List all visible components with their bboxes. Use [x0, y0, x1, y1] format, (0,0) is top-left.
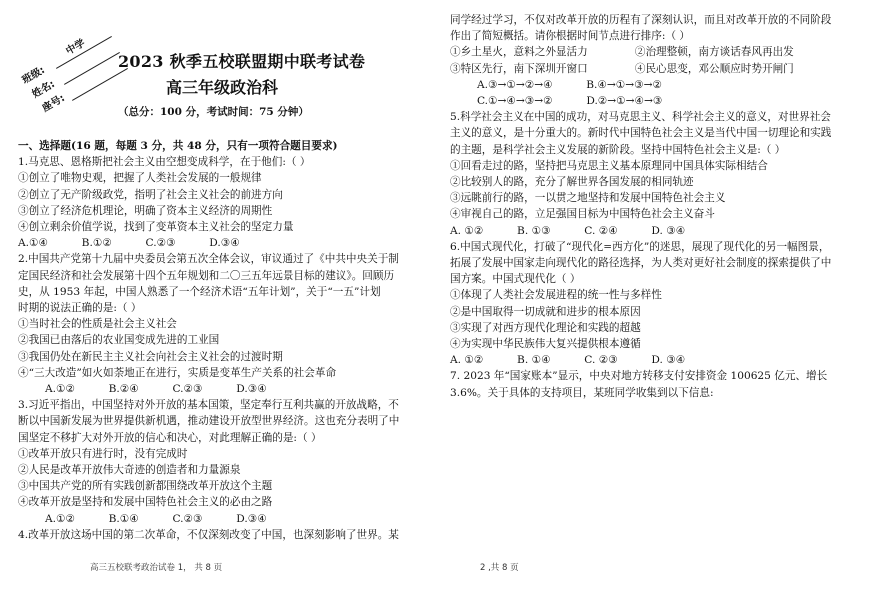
text-line: 7. 2023 年“国家账本”显示，中央对地方转移支付安排资金 100625 亿元、增长 — [450, 370, 828, 383]
exam-header — [18, 0, 418, 148]
text-line: 2.中国共产党第十九届中央委员会第五次全体会议，审议通过了《中共中央关于制 — [18, 253, 399, 266]
text-line: 国方案。中国式现代化（ ） — [450, 273, 581, 286]
text-line: 6.中国式现代化，打破了“现代化=西方化”的迷思，展现了现代化的另一幅图景， — [450, 240, 830, 253]
text-line: ①创立了唯物史观，把握了人类社会发展的一般规律 — [18, 172, 262, 185]
text-line: 主义的意义，是十分重大的。新时代中国特色社会主义是当代中国一切理论和实践 — [450, 127, 832, 140]
text-line: 3.6%。关于具体的支持项目，某班同学收集到以下信息: — [450, 386, 714, 399]
text-line: ①体现了人类社会发展进程的统一性与多样性 — [450, 289, 662, 302]
school-label: 中学 — [64, 37, 88, 58]
text-line: ②是中国取得一切成就和进步的根本原因 — [450, 305, 641, 318]
text-line: ③远眺前行的路，一以贯之地坚持和发展中国特色社会主义 — [450, 192, 726, 205]
answer-options: C.①→④→③→② D.②→①→④→③ — [450, 95, 663, 108]
text-line: 同学经过学习，不仅对改革开放的历程有了深刻认识，而且对改革开放的不同阶段 — [450, 14, 832, 26]
name-label: 姓名: — [30, 78, 57, 101]
footer-right: 2 ,共 8 页 — [480, 563, 519, 573]
text-line: ③特区先行，南下深圳开窗口 ④民心思变，邓公顺应时势开闸门 — [450, 62, 794, 75]
text-line: 3.习近平指出，中国坚持对外开放的基本国策，坚定奉行互利共赢的开放战略，不 — [18, 399, 399, 412]
text-line: ③我国仍处在新民主主义社会向社会主义社会的过渡时期 — [18, 350, 283, 363]
class-label: 班级: — [20, 64, 47, 87]
text-line: 5.科学社会主义在中国的成功，对马克思主义、科学社会主义的意义，对世界社会 — [450, 111, 831, 124]
text-line: ④为实现中华民族伟大复兴提供根本遵循 — [450, 338, 641, 351]
text-line: ②比较别人的路，充分了解世界各国发展的相同轨迹 — [450, 176, 694, 189]
text-line: ①回看走过的路，坚持把马克思主义基本原理同中国具体实际相结合 — [450, 159, 768, 172]
answer-options: A. ①② B. ①④ C. ②③ D. ③④ — [450, 354, 686, 367]
seat-label: 座号: — [40, 92, 67, 115]
text-line: ③实现了对西方现代化理论和实践的超越 — [450, 321, 641, 334]
section-heading: 一、选择题(16 题，每题 3 分，共 48 分，只有一项符合题目要求) — [18, 140, 338, 152]
text-line: ④创立剩余价值学说，找到了变革资本主义社会的坚定力量 — [18, 221, 294, 234]
text-line: 断以中国新发展为世界提供新机遇，推动建设开放型世界经济。这也充分表明了中 — [18, 415, 400, 428]
text-line: 的主题，是科学社会主义发展的新阶段。坚持中国特色社会主义是:（ ） — [450, 143, 786, 156]
text-line: ①乡土星火，意料之外显活力 ②治理整顿，南方谈话春风再出发 — [450, 46, 794, 59]
text-line: ④“三大改造”如火如荼地正在进行，实质是变革生产关系的社会革命 — [18, 366, 337, 379]
text-line: 时期的说法正确的是:（ ） — [18, 302, 142, 315]
left-questions — [18, 138, 418, 543]
answer-options: A. ①② B. ①③ C. ②④ D. ③④ — [450, 224, 686, 237]
text-line: 拓展了发展中国家走向现代化的路径选择，为人类对更好社会制度的探索提供了中 — [450, 257, 832, 270]
text-line: ④审视自己的路，立足强国目标为中国特色社会主义奋斗 — [450, 208, 715, 221]
text-line: 国坚定不移扩大对外开放的信心和决心，对此理解正确的是:（ ） — [18, 431, 322, 444]
exam-info: （总分：100 分，考试时间：75 分钟） — [118, 106, 309, 118]
text-line: 作出了简短概括。请你根据时间节点进行排序:（ ） — [450, 30, 690, 43]
text-line: ①当时社会的性质是社会主义社会 — [18, 318, 177, 331]
answer-options: A.①② B.②④ C.②③ D.③④ — [18, 383, 267, 396]
exam-title: 2023 秋季五校联盟期中联考试卷 — [118, 52, 366, 71]
text-line: 定国民经济和社会发展第十四个五年规划和二〇三五年远景目标的建议》。回顾历 — [18, 269, 395, 282]
left-column — [18, 0, 418, 541]
text-line: 4.改革开放这场中国的第二次革命，不仅深刻改变了中国，也深刻影响了世界。某 — [18, 528, 399, 541]
text-line: ②创立了无产阶级政党，指明了社会主义社会的前进方向 — [18, 188, 283, 201]
text-line: 1.马克思、恩格斯把社会主义由空想变成科学，在于他们:（ ） — [18, 156, 311, 169]
text-line: 史，从 1953 年起，中国人熟悉了一个经济术语“五年计划”，关于“一五”计划 — [18, 285, 381, 298]
text-line: ①改革开放只有进行时，没有完成时 — [18, 447, 188, 460]
seat-blank-line — [72, 68, 128, 101]
answer-options: A.③→①→②→④ B.④→①→③→② — [450, 78, 663, 91]
answer-options: A.①② B.①④ C.②③ D.③④ — [18, 512, 267, 525]
text-line: ③创立了经济危机理论，明确了资本主义经济的周期性 — [18, 204, 273, 217]
text-line: ③中国共产党的所有实践创新都围绕改革开放这个主题 — [18, 480, 273, 493]
right-questions — [450, 12, 855, 401]
exam-subject: 高三年级政治科 — [166, 78, 279, 97]
footer-left: 高三五校联考政治试卷 1， 共 8 页 — [90, 563, 223, 573]
text-line: ④改革开放是坚持和发展中国特色社会主义的必由之路 — [18, 496, 273, 509]
answer-options: A.①④ B.①② C.②③ D.③④ — [18, 237, 240, 250]
text-line: ②人民是改革开放伟大奇迹的创造者和力量源泉 — [18, 464, 241, 477]
text-line: ②我国已由落后的农业国变成先进的工业国 — [18, 334, 220, 347]
